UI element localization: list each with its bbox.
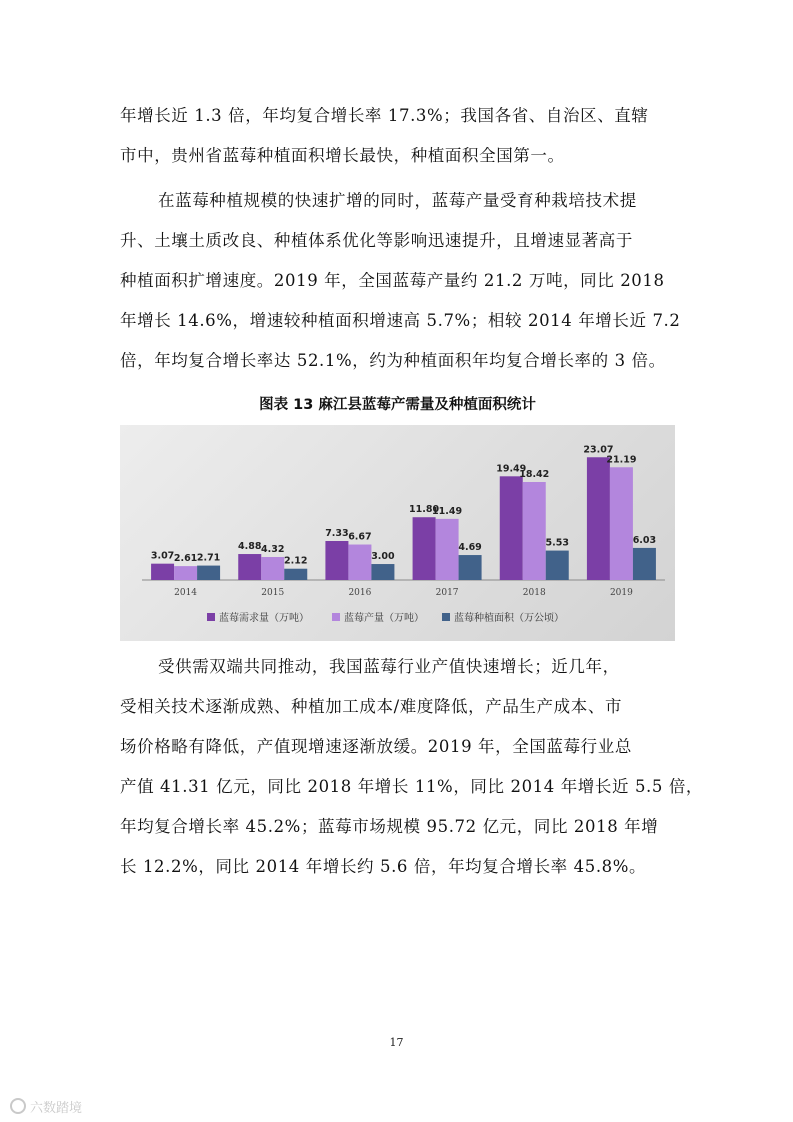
bar — [633, 548, 656, 580]
bar — [500, 476, 523, 580]
bar — [284, 569, 307, 580]
text-line: 受相关技术逐渐成熟、种植加工成本/难度降低，产品生产成本、市 — [120, 697, 623, 716]
figure-title: 图表 13 麻江县蓝莓产需量及种植面积统计 — [259, 397, 536, 413]
legend-label: 蓝莓种植面积（万公顷） — [454, 613, 564, 624]
text-line: 市中，贵州省蓝莓种植面积增长最快，种植面积全国第一。 — [120, 146, 565, 165]
data-label: 4.69 — [458, 542, 482, 554]
data-label: 3.07 — [150, 550, 175, 562]
text-line: 种植面积扩增速度。2019 年，全国蓝莓产量约 21.2 万吨，同比 2018 — [120, 271, 665, 290]
data-label: 11.49 — [432, 505, 463, 517]
x-tick-label: 2015 — [261, 588, 285, 598]
watermark-logo-text: 六数踏境 — [30, 1100, 83, 1116]
bar — [348, 545, 371, 580]
page-number: 17 — [389, 1036, 404, 1049]
text-line: 产值 41.31 亿元，同比 2018 年增长 11%，同比 2014 年增长近 5.5 倍， — [120, 777, 704, 796]
data-label: 7.33 — [325, 528, 349, 540]
chart-svg — [120, 425, 675, 641]
bar — [413, 517, 436, 580]
text-line: 场价格略有降低，产值现增速逐渐放缓。2019 年，全国蓝莓行业总 — [120, 737, 632, 756]
data-label: 4.88 — [238, 541, 262, 553]
watermark-logo — [10, 1094, 82, 1118]
bar — [371, 564, 394, 580]
bar — [197, 566, 220, 580]
x-tick-label: 2019 — [609, 588, 633, 598]
text-line: 受供需双端共同推动，我国蓝莓行业产值快速增长；近几年， — [158, 657, 620, 676]
legend-label: 蓝莓产量（万吨） — [344, 613, 424, 624]
x-tick-label: 2017 — [435, 588, 459, 598]
text-line: 升、土壤土质改良、种植体系优化等影响迅速提升，且增速显著高于 — [120, 231, 633, 250]
bar — [523, 482, 546, 580]
paragraph-2 — [120, 181, 681, 381]
bar — [587, 457, 610, 580]
logo-icon — [10, 1098, 26, 1114]
bar — [151, 564, 174, 580]
bar — [325, 541, 348, 580]
bar — [610, 467, 633, 580]
data-label: 6.67 — [348, 531, 372, 543]
legend-swatch — [442, 613, 450, 621]
data-label: 3.00 — [371, 551, 395, 563]
legend-swatch — [207, 613, 215, 621]
data-label: 5.53 — [545, 537, 569, 549]
data-label: 19.49 — [496, 463, 527, 475]
bar — [436, 519, 459, 580]
legend-swatch — [332, 613, 340, 621]
data-label: 11.80 — [409, 504, 440, 516]
bar-chart — [120, 425, 675, 641]
text-line: 年均复合增长率 45.2%；蓝莓市场规模 95.72 亿元，同比 2018 年增 — [120, 817, 659, 836]
x-tick-label: 2016 — [348, 588, 372, 598]
x-tick-label: 2018 — [522, 588, 546, 598]
x-tick-label: 2014 — [174, 588, 198, 598]
text-line: 倍，年均复合增长率达 52.1%，约为种植面积年均复合增长率的 3 倍。 — [120, 351, 666, 370]
data-label: 18.42 — [519, 469, 550, 481]
bar — [238, 554, 261, 580]
text-line: 长 12.2%，同比 2014 年增长约 5.6 倍，年均复合增长率 45.8%。 — [120, 857, 647, 876]
bar — [261, 557, 284, 580]
text-line: 年增长近 1.3 倍，年均复合增长率 17.3%；我国各省、自治区、直辖 — [120, 106, 649, 125]
text-line: 在蓝莓种植规模的快速扩增的同时，蓝莓产量受育种栽培技术提 — [158, 191, 637, 210]
text-line: 年增长 14.6%，增速较种植面积增速高 5.7%；相较 2014 年增长近 7.2 — [120, 311, 681, 330]
data-label: 6.03 — [632, 534, 657, 546]
paragraph-3 — [120, 647, 704, 887]
data-label: 21.19 — [606, 454, 637, 466]
data-label: 2.12 — [284, 555, 308, 567]
bar — [174, 566, 197, 580]
legend-label: 蓝莓需求量（万吨） — [219, 613, 309, 624]
bar — [459, 555, 482, 580]
bar — [546, 551, 569, 580]
data-label: 23.07 — [583, 444, 614, 456]
data-label: 4.32 — [261, 544, 285, 556]
data-label: 2.61 — [173, 553, 198, 565]
paragraph-1 — [120, 96, 675, 176]
data-label: 2.71 — [196, 552, 221, 564]
